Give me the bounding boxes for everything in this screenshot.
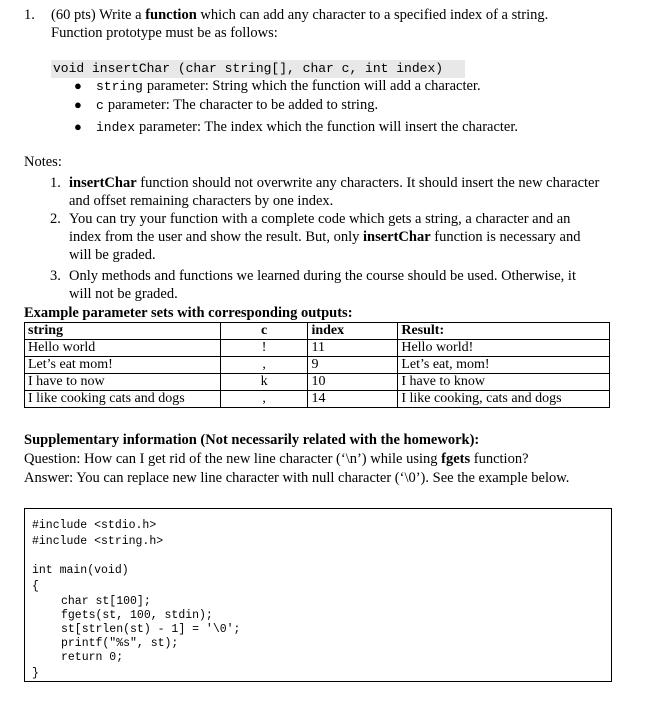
param-code: string xyxy=(96,79,143,94)
param-text: parameter: String which the function will add a character. xyxy=(146,78,481,94)
question-bold-fgets: fgets xyxy=(441,451,471,467)
cell-result: I have to know xyxy=(398,374,610,391)
supplementary-question xyxy=(24,451,529,468)
question-bold-function: function xyxy=(145,7,197,23)
supplementary-answer: Answer: You can replace new line character with null character (‘\0’). See the example below. xyxy=(24,470,570,486)
header-index: index xyxy=(308,323,398,340)
code-line: { xyxy=(32,580,39,593)
note-2-text-a: index from the user and show the result. But, only xyxy=(69,229,363,245)
param-item-string xyxy=(74,78,481,95)
note-1-number: 1. xyxy=(50,175,61,191)
code-line: #include <string.h> xyxy=(32,535,164,548)
code-line: #include <stdio.h> xyxy=(32,519,157,532)
table-row xyxy=(25,357,610,374)
code-line: printf("%s", st); xyxy=(61,637,179,650)
cell-c: , xyxy=(220,391,308,408)
cell-c: ! xyxy=(220,340,308,357)
note-3-line-2: will not be graded. xyxy=(69,286,178,302)
cell-string: I have to now xyxy=(25,374,221,391)
code-line: fgets(st, 100, stdin); xyxy=(61,609,213,622)
param-text: parameter: The character to be added to string. xyxy=(107,97,379,113)
question-text-line-2: Function prototype must be as follows: xyxy=(51,25,278,41)
header-result: Result: xyxy=(398,323,610,340)
code-line: char st[100]; xyxy=(61,595,151,608)
note-1-line-1 xyxy=(69,175,599,192)
cell-c: k xyxy=(220,374,308,391)
param-text: parameter: The index which the function will insert the character. xyxy=(139,119,519,135)
question-text-b: which can add any character to a specified index of a string. xyxy=(196,7,549,23)
cell-result: Hello world! xyxy=(398,340,610,357)
code-line: int main(void) xyxy=(32,564,129,577)
note-2-line-1: You can try your function with a complete code which gets a string, a character and an xyxy=(69,211,571,227)
cell-result: I like cooking, cats and dogs xyxy=(398,391,610,408)
supplementary-title: Supplementary information (Not necessarily related with the homework): xyxy=(24,432,480,448)
function-prototype: void insertChar (char string[], char c, int index) xyxy=(51,60,465,78)
note-3-line-1: Only methods and functions we learned during the course should be used. Otherwise, it xyxy=(69,268,576,284)
question-text-b: function? xyxy=(470,451,529,467)
bullet-icon: ● xyxy=(74,97,82,112)
note-2-number: 2. xyxy=(50,211,61,227)
cell-string: I like cooking cats and dogs xyxy=(25,391,221,408)
code-line: st[strlen(st) - 1] = '\0'; xyxy=(61,623,241,636)
note-2-line-2 xyxy=(69,229,580,246)
code-line: return 0; xyxy=(61,651,124,664)
cell-c: , xyxy=(220,357,308,374)
bullet-icon: ● xyxy=(74,119,82,134)
cell-string: Hello world xyxy=(25,340,221,357)
table-header-row xyxy=(25,323,610,340)
table-row xyxy=(25,374,610,391)
code-example-box xyxy=(24,508,612,682)
question-text-a: (60 pts) Write a xyxy=(51,7,146,23)
question-text-a: Question: How can I get rid of the new line character (‘\n’) while using xyxy=(24,451,442,467)
cell-index: 14 xyxy=(308,391,398,408)
examples-table xyxy=(24,322,610,408)
param-item-c xyxy=(74,97,378,114)
table-row xyxy=(25,391,610,408)
examples-title: Example parameter sets with corresponding outputs: xyxy=(24,305,353,321)
header-c: c xyxy=(220,323,308,340)
param-code: c xyxy=(96,98,104,113)
note-2-line-3: will be graded. xyxy=(69,247,156,263)
question-number: 1. xyxy=(24,7,35,23)
bullet-icon: ● xyxy=(74,78,82,93)
note-1-bold: insertChar xyxy=(69,175,137,191)
note-3-number: 3. xyxy=(50,268,61,284)
note-1-line-2: and offset remaining characters by one index. xyxy=(69,193,334,209)
cell-index: 10 xyxy=(308,374,398,391)
header-string: string xyxy=(25,323,221,340)
note-2-text-b: function is necessary and xyxy=(430,229,581,245)
cell-index: 11 xyxy=(308,340,398,357)
notes-title: Notes: xyxy=(24,154,62,170)
code-line: } xyxy=(32,667,39,680)
question-text-line-1 xyxy=(51,7,548,24)
note-1-text: function should not overwrite any characters. It should insert the new character xyxy=(136,175,600,191)
param-code: index xyxy=(96,120,136,135)
cell-index: 9 xyxy=(308,357,398,374)
cell-result: Let’s eat, mom! xyxy=(398,357,610,374)
note-2-bold: insertChar xyxy=(362,229,431,245)
cell-string: Let’s eat mom! xyxy=(25,357,221,374)
param-item-index xyxy=(74,119,518,136)
table-row xyxy=(25,340,610,357)
